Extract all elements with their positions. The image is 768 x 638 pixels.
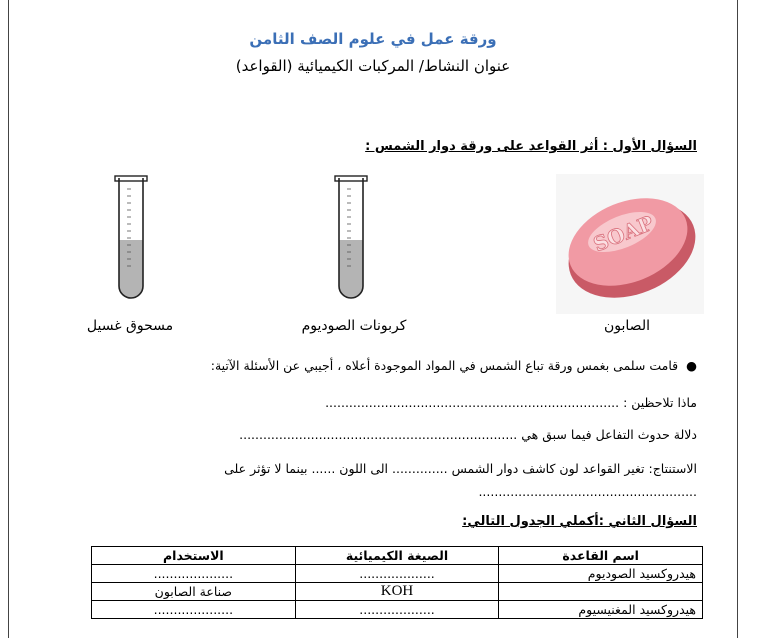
cell-base-name: هيدروكسيد المغنيسيوم xyxy=(499,601,703,619)
header-use: الاستخدام xyxy=(92,547,296,565)
bullet-dot: ● xyxy=(678,358,697,373)
table-header-row xyxy=(92,547,703,565)
question2-heading: السؤال الثاني :أكملي الجدول التالي: xyxy=(462,514,697,529)
worksheet-page xyxy=(8,0,738,638)
soap-image xyxy=(556,174,704,314)
bases-table xyxy=(91,546,703,619)
label-detergent: مسحوق غسيل xyxy=(86,318,174,334)
cell-formula: ................... xyxy=(295,601,499,619)
cell-use: .................... xyxy=(92,601,296,619)
activity-title: عنوان النشاط/ المركبات الكيميائية (القواعد) xyxy=(235,57,511,75)
cell-formula: KOH xyxy=(295,583,499,601)
label-soap: الصابون xyxy=(604,318,650,334)
conclusion-line: الاستنتاج: تغير القواعد لون كاشف دوار الشمس .............. الى اللون ...... بينما لا تؤثر على xyxy=(224,461,697,476)
test-tube-sodium-carbonate-image xyxy=(329,174,373,304)
evidence-question: دلالة حدوث التفاعل فيما سبق هي ...................................................................... xyxy=(239,427,697,442)
question1-heading: السؤال الأول : أثر القواعد على ورقة دوار الشمس : xyxy=(365,139,697,154)
cell-base-name: هيدروكسيد الصوديوم xyxy=(499,565,703,583)
label-sodium-carbonate: كربونات الصوديوم xyxy=(301,318,407,334)
cell-use: .................... xyxy=(92,565,296,583)
bullet-text: قامت سلمى بغمس ورقة تباع الشمس في المواد الموجودة أعلاه ، أجيبي عن الأسئلة الآتية: xyxy=(210,358,679,373)
soap-text: SOAP xyxy=(589,210,657,257)
cell-base-name xyxy=(499,583,703,601)
header-formula: الصيغة الكيميائية xyxy=(295,547,499,565)
test-tube-detergent-image xyxy=(109,174,153,304)
table-row xyxy=(92,601,703,619)
table-row xyxy=(92,565,703,583)
header-base-name: اسم القاعدة xyxy=(499,547,703,565)
page-title: ورقة عمل في علوم الصف الثامن xyxy=(249,30,497,48)
observe-question: ماذا تلاحظين : .......................................................................... xyxy=(325,395,697,410)
conclusion-line-continued: ....................................................... xyxy=(478,484,697,499)
bullet-instruction xyxy=(211,358,697,373)
cell-use: صناعة الصابون xyxy=(92,583,296,601)
table-row xyxy=(92,583,703,601)
cell-formula: ................... xyxy=(295,565,499,583)
